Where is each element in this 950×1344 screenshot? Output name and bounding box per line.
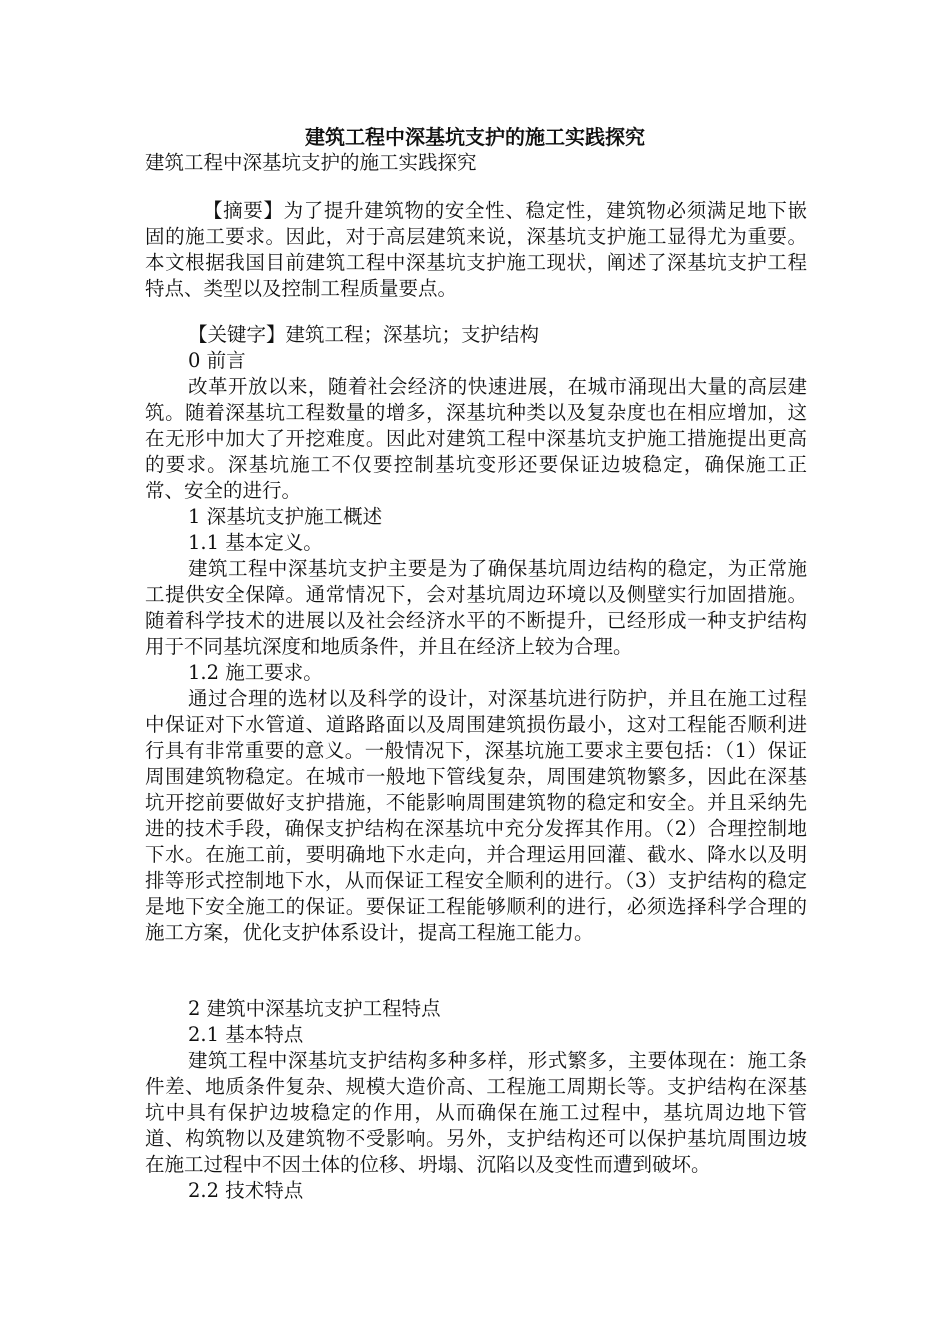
body-paragraph-2-1: 建筑工程中深基坑支护结构多种多样，形式繁多，主要体现在：施工条件差、地质条件复杂、规模大造价高、工程施工周期长等。支护结构在深基坑中具有保护边坡稳定的作用，从而确保在施工过程中，基坑周边地下管道、构筑物以及建筑物不受影响。另外，支护结构还可以保护基坑周围边坡在施工过程中不因土体的位移、坍塌、沉陷以及变性而遭到破坏。: [145, 1049, 807, 1176]
document-subtitle: 建筑工程中深基坑支护的施工实践探究: [145, 151, 477, 174]
body-paragraph-1-2: 通过合理的选材以及科学的设计，对深基坑进行防护，并且在施工过程中保证对下水管道、道路路面以及周围建筑损伤最小，这对工程能否顺利进行具有非常重要的意义。一般情况下，深基坑施工要求主要包括：（1）保证周围建筑物稳定。在城市一般地下管线复杂，周围建筑物繁多，因此在深基坑开挖前要做好支护措施，不能影响周围建筑物的稳定和安全。并且采纳先进的技术手段，确保支护结构在深基坑中充分发挥其作用。（2）合理控制地下水。在施工前，要明确地下水走向，并合理运用回灌、截水、降水以及明排等形式控制地下水，从而保证工程安全顺利的进行。（3）支护结构的稳定是地下安全施工的保证。要保证工程能够顺利的进行，必须选择科学合理的施工方案，优化支护体系设计，提高工程施工能力。: [145, 687, 807, 944]
abstract-paragraph: 【摘要】为了提升建筑物的安全性、稳定性，建筑物必须满足地下嵌固的施工要求。因此，对于高层建筑来说，深基坑支护施工显得尤为重要。本文根据我国目前建筑工程中深基坑支护施工现状，阐述了深基坑支护工程特点、类型以及控制工程质量要点。: [145, 199, 807, 300]
subsection-heading-2-2: 2.2 技术特点: [188, 1179, 304, 1202]
subsection-heading-1-2: 1.2 施工要求。: [188, 661, 323, 684]
document-title: 建筑工程中深基坑支护的施工实践探究: [305, 125, 645, 149]
section-0: [145, 348, 807, 946]
subsection-heading-1-1: 1.1 基本定义。: [188, 531, 323, 554]
section-heading-1: 1 深基坑支护施工概述: [188, 505, 383, 528]
body-paragraph-0: 改革开放以来，随着社会经济的快速进展，在城市涌现出大量的高层建筑。随着深基坑工程数量的增多，深基坑种类以及复杂度也在相应增加，这在无形中加大了开挖难度。因此对建筑工程中深基坑支护施工措施提出更高的要求。深基坑施工不仅要控制基坑变形还要保证边坡稳定，确保施工正常、安全的进行。: [145, 375, 807, 502]
section-2: [145, 996, 807, 1204]
section-heading-0: 0 前言: [188, 349, 246, 372]
keywords-line: 【关键字】建筑工程；深基坑；支护结构: [188, 323, 540, 346]
subsection-heading-2-1: 2.1 基本特点: [188, 1023, 304, 1046]
section-heading-2: 2 建筑中深基坑支护工程特点: [188, 997, 441, 1020]
body-paragraph-1-1: 建筑工程中深基坑支护主要是为了确保基坑周边结构的稳定，为正常施工提供安全保障。通常情况下，会对基坑周边环境以及侧壁实行加固措施。随着科学技术的进展以及社会经济水平的不断提升，已经形成一种支护结构用于不同基坑深度和地质条件，并且在经济上较为合理。: [145, 557, 807, 658]
